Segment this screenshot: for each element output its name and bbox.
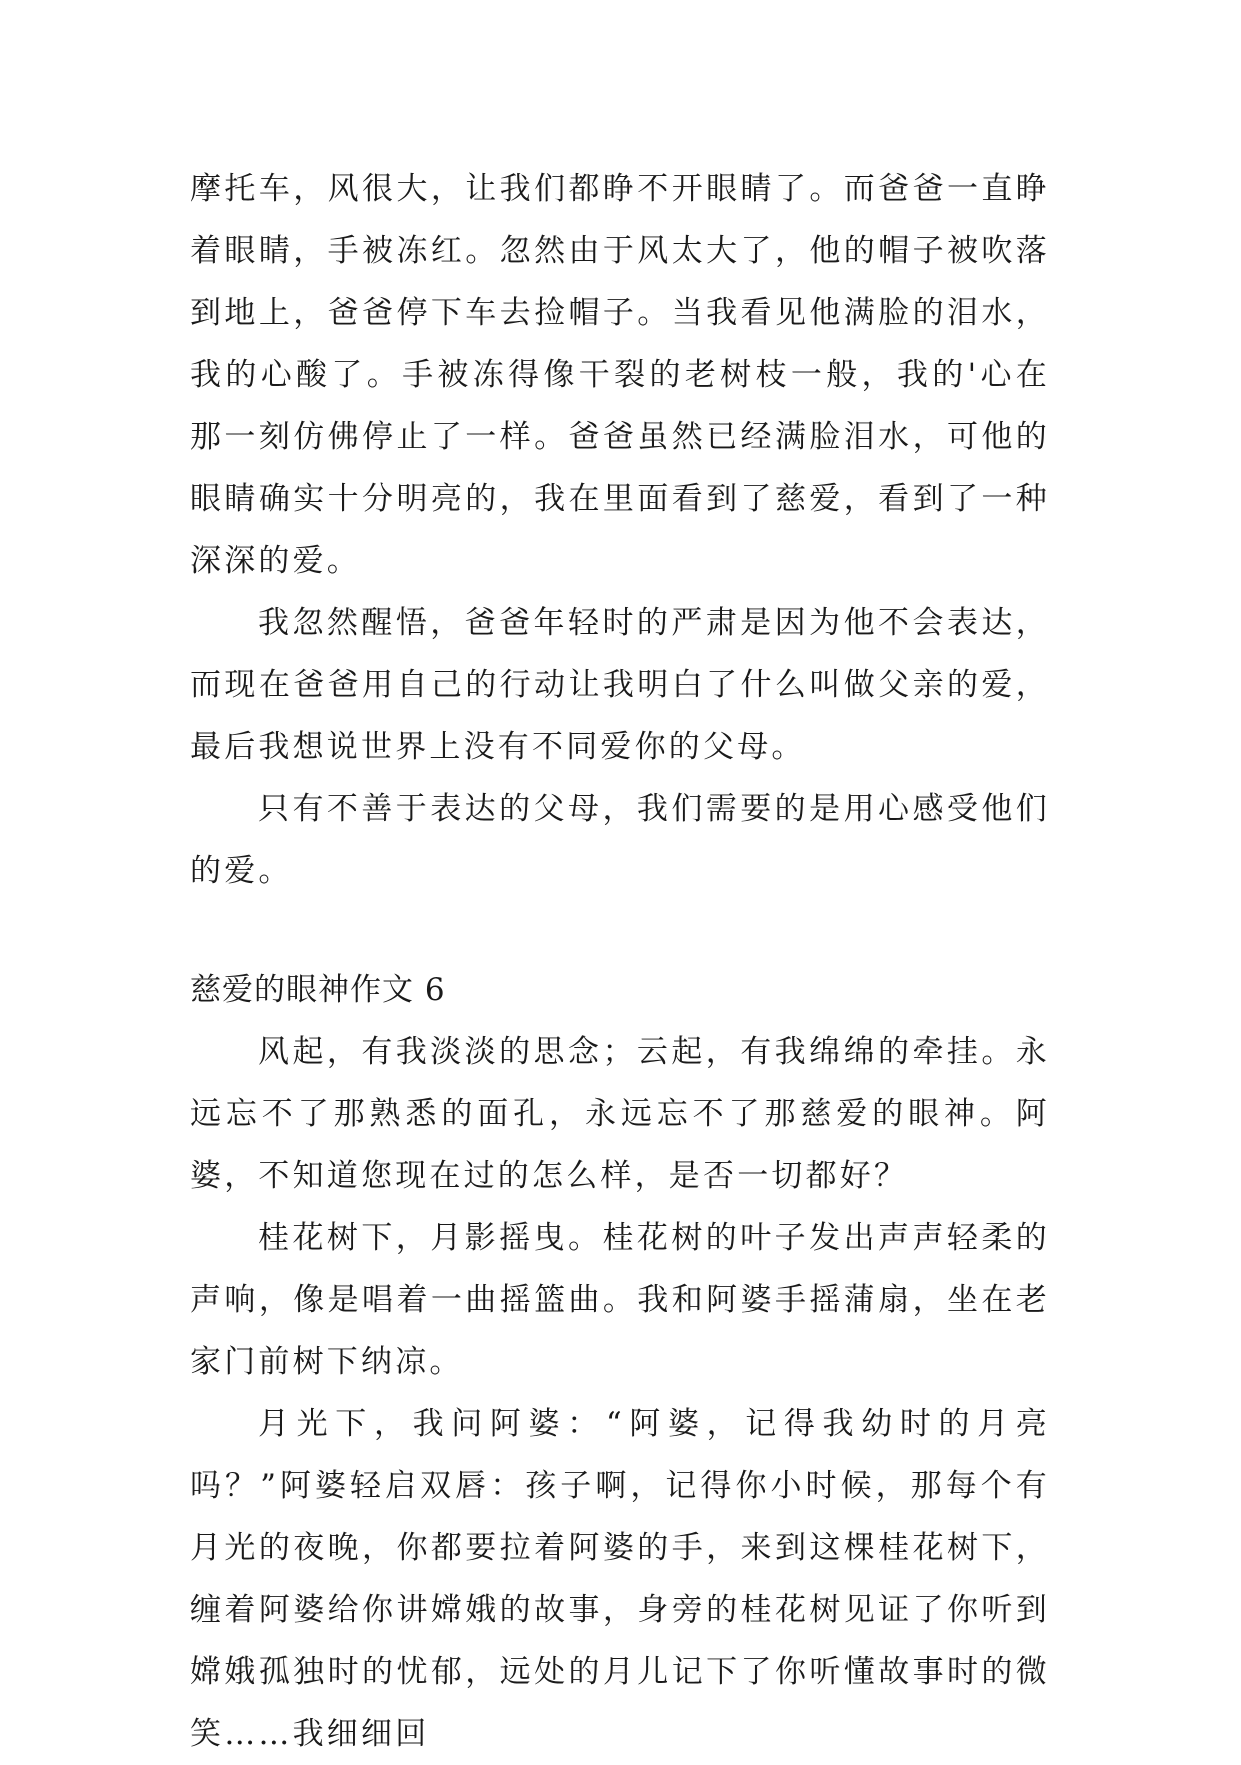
paragraph: 风起，有我淡淡的思念；云起，有我绵绵的牵挂。永远忘不了那熟悉的面孔，永远忘不了那慈爱的眼神。阿婆，不知道您现在过的怎么样，是否一切都好？ (190, 1034, 1050, 1194)
paragraph: 桂花树下，月影摇曳。桂花树的叶子发出声声轻柔的声响，像是唱着一曲摇篮曲。我和阿婆手摇蒲扇，坐在老家门前树下纳凉。 (190, 1220, 1050, 1380)
section-heading: 慈爱的眼神作文 6 (190, 972, 446, 1008)
paragraph: 只有不善于表达的父母，我们需要的是用心感受他们的爱。 (190, 791, 1050, 889)
paragraph: 我忽然醒悟，爸爸年轻时的严肃是因为他不会表达，而现在爸爸用自己的行动让我明白了什么叫做父亲的爱，最后我想说世界上没有不同爱你的父母。 (190, 605, 1050, 765)
paragraph: 月光下，我问阿婆：“阿婆，记得我幼时的月亮吗？”阿婆轻启双唇：孩子啊，记得你小时候，那每个有月光的夜晚，你都要拉着阿婆的手，来到这棵桂花树下，缠着阿婆给你讲嫦娥的故事，身旁的桂花树见证了你听到嫦娥孤独时的忧郁，远处的月儿记下了你听懂故事时的微笑……我细细回 (190, 1406, 1050, 1752)
document-body (190, 158, 1050, 1765)
paragraph: 摩托车，风很大，让我们都睁不开眼睛了。而爸爸一直睁着眼睛，手被冻红。忽然由于风太大了，他的帽子被吹落到地上，爸爸停下车去捡帽子。当我看见他满脸的泪水，我的心酸了。手被冻得像干裂的老树枝一般，我的'心在那一刻仿佛停止了一样。爸爸虽然已经满脸泪水，可他的眼睛确实十分明亮的，我在里面看到了慈爱，看到了一种深深的爱。 (190, 171, 1050, 579)
